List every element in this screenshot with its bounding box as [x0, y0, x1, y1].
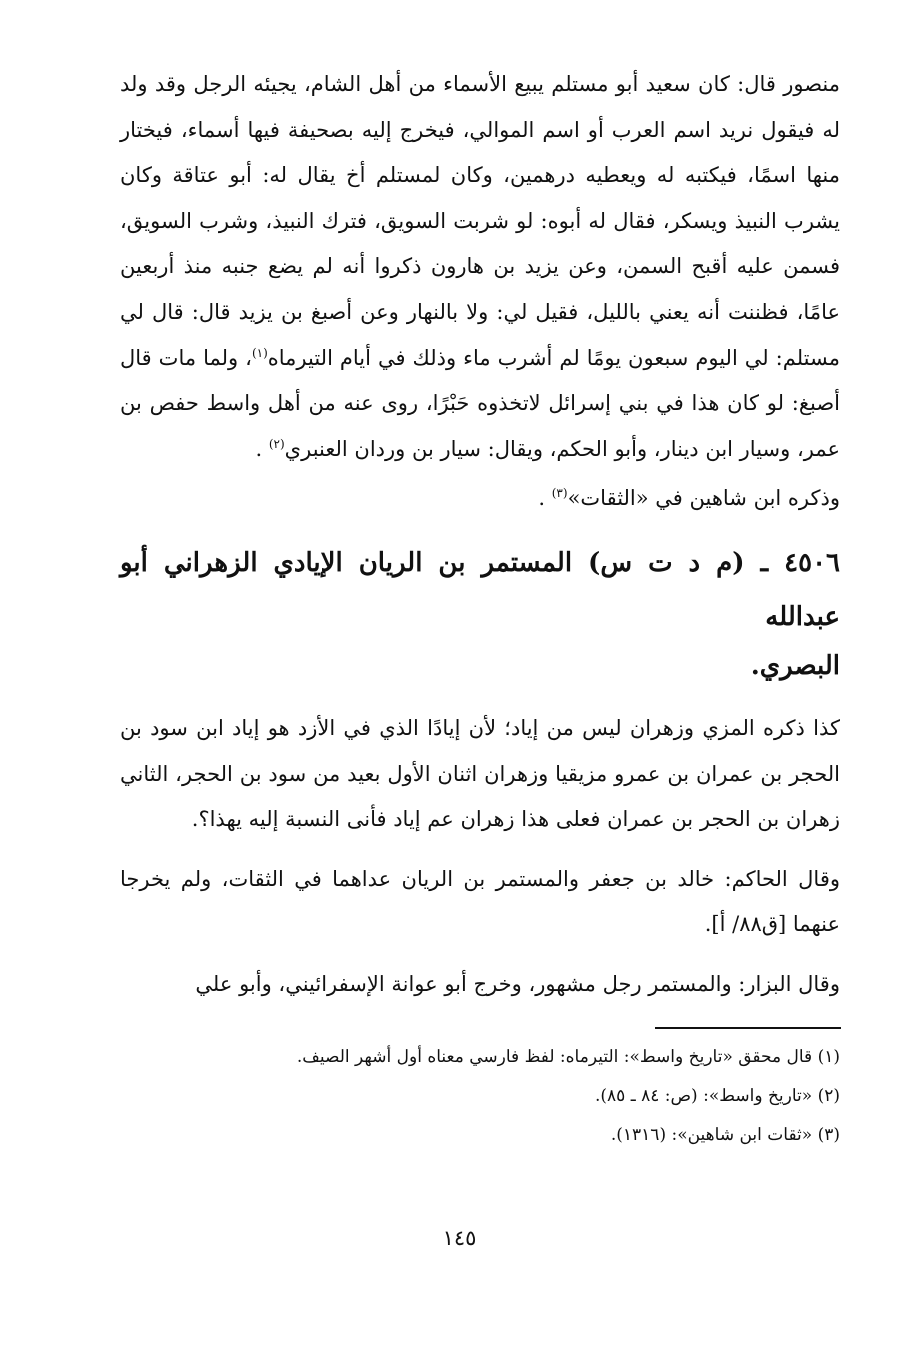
main-text [120, 62, 840, 1008]
footnote-3: (٣) «ثقات ابن شاهين»: (١٣١٦). [610, 1125, 840, 1145]
paragraph-1-text-c: . [255, 436, 269, 461]
entry-heading: ٤٥٠٦ ـ (م د ت س) المستمر بن الريان الإيادي الزهراني أبو عبدالله [120, 547, 840, 632]
paragraph-2 [120, 476, 840, 522]
footnote-1: (١) قال محقق «تاريخ واسط»: التيرماه: لفظ فارسي معناه أول أشهر الصيف. [296, 1047, 840, 1067]
footnote-2: (٢) «تاريخ واسط»: (ص: ٨٤ ـ ٨٥). [595, 1086, 840, 1106]
page-number: ١٤٥ [442, 1226, 477, 1250]
footnote-ref-2[interactable]: (٢) [268, 436, 285, 451]
paragraph-1-text-b: ، ولما مات قال أصبغ: لو كان هذا في بني إسرائل لاتخذوه حَبْرًا، روى عنه من أهل واسط حفص بن عمر، وسيار ابن دينار، وأبو الحكم، ويقال: سيار بن وردان العنبري [120, 345, 840, 461]
footnotes [120, 1038, 840, 1155]
paragraph-2-text-b: . [538, 486, 552, 511]
footnote-separator [655, 1027, 841, 1029]
paragraph-2-text-a: وذكره ابن شاهين في «الثقات» [567, 486, 840, 511]
footnote-ref-3[interactable]: (٣) [551, 486, 568, 501]
paragraph-5: وقال البزار: والمستمر رجل مشهور، وخرج أبو عوانة الإسفرائيني، وأبو علي [195, 971, 840, 996]
paragraph-1 [120, 62, 840, 472]
paragraph-3: كذا ذكره المزي وزهران ليس من إياد؛ لأن إيادًا الذي في الأزد هو إياد ابن سود بن الحجر بن عمران بن عمرو مزيقيا وزهران اثنان الأول بعيد من سود بن الحجر، الثاني زهران بن الحجر بن عمران فعلى هذا زهران عم إياد فأنى النسبة إليه يهذا؟. [120, 715, 840, 832]
paragraph-1-text-a: منصور قال: كان سعيد أبو مستلم يبيع الأسماء من أهل الشام، يجيئه الرجل وقد ولد له فيقول نريد اسم العرب أو اسم الموالي، فيخرج إليه بصحيفة فيها أسماء، فيختار منها اسمًا، فيكتبه له ويعطيه درهمين، وكان لمستلم أخ يقال له: أبو عتاقة وكان يشرب النبيذ ويسكر، فقال له أبوه: لو شربت السويق، فترك النبيذ، وشرب السويق، فسمن عليه أقبح السمن، وعن يزيد بن هارون ذكروا أنه لم يضع جنبه منذ أربعين عامًا، فظننت أنه يعني بالليل، فقيل لي: ولا بالنهار وعن أصبغ بن يزيد قال: قال لي مستلم: لي اليوم سبعون يومًا لم أشرب ماء وذلك في أيام التيرماه [120, 72, 840, 370]
paragraph-4: وقال الحاكم: خالد بن جعفر والمستمر بن الريان عداهما في الثقات، ولم يخرجا عنهما [ق٨٨/ أ]. [120, 866, 840, 937]
entry-heading-continuation: البصري. [750, 650, 840, 681]
footnote-ref-1[interactable]: (١) [251, 345, 268, 360]
